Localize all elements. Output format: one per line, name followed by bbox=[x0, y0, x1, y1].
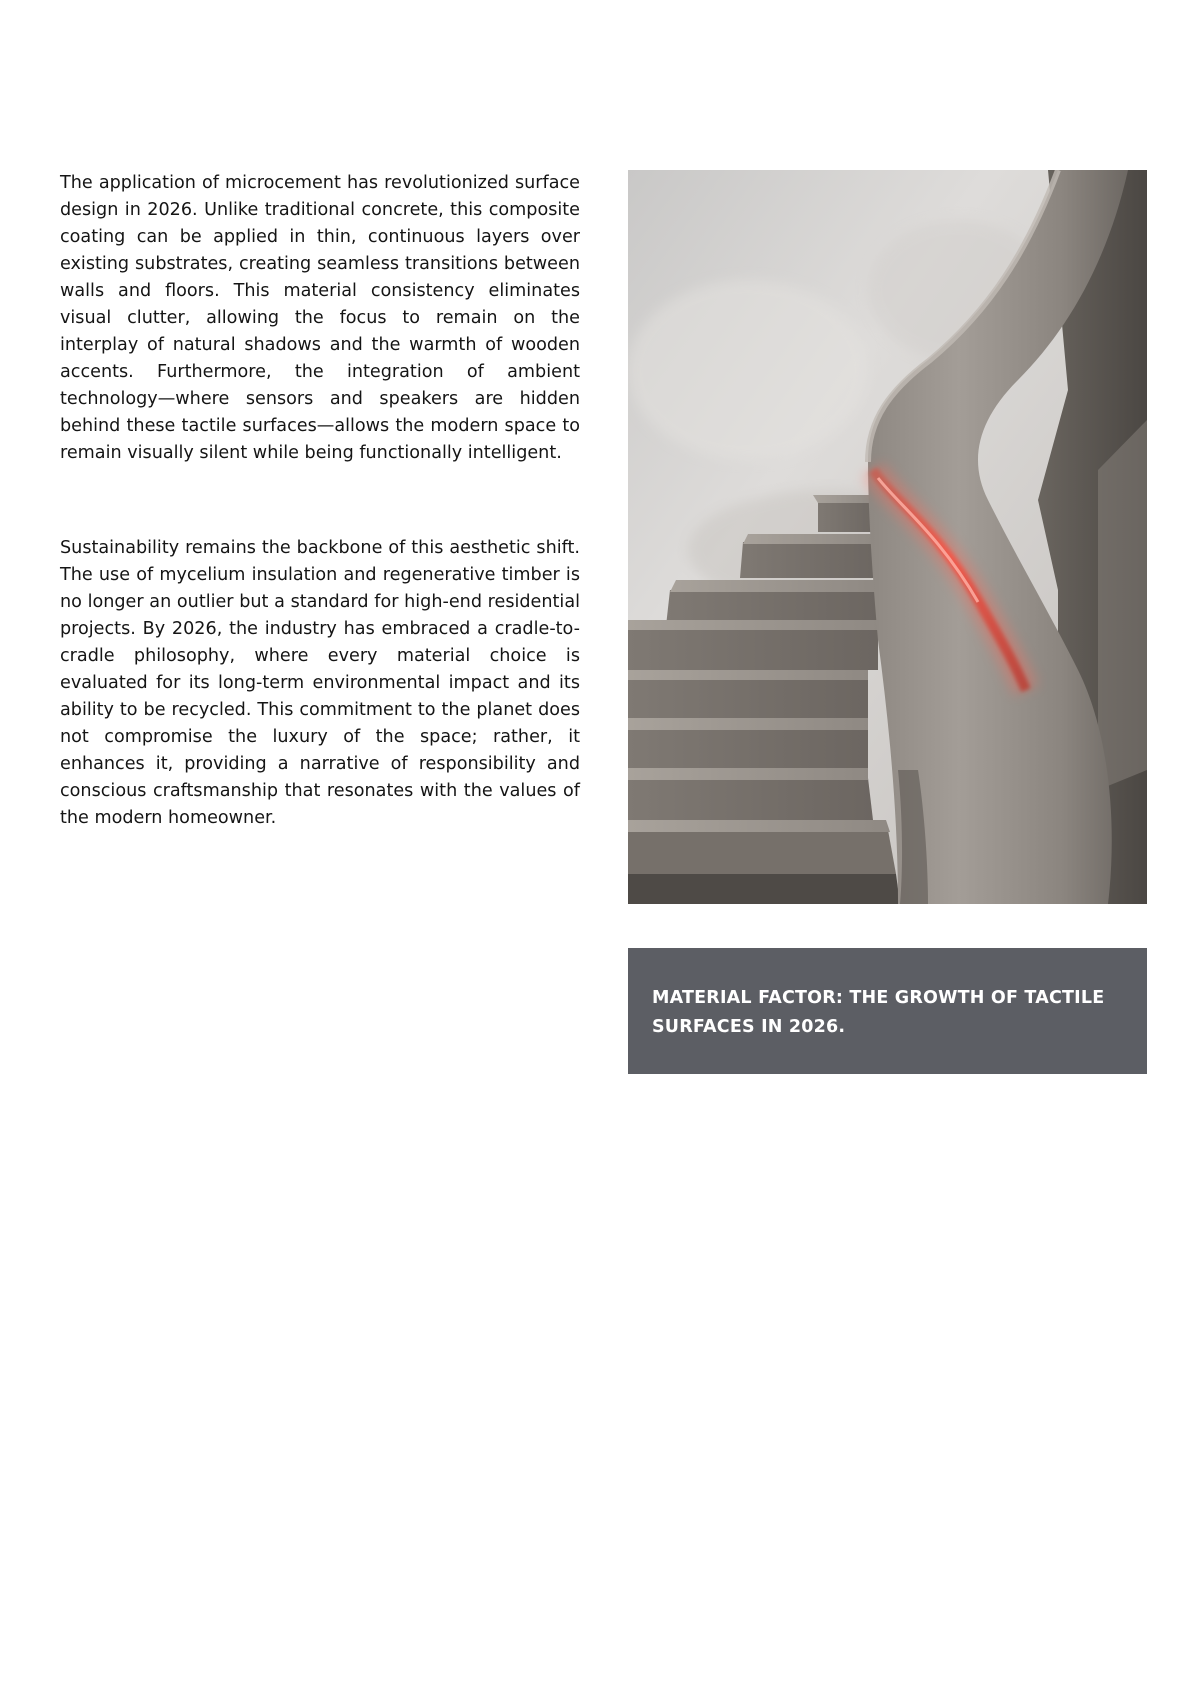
body-paragraph-2: Sustainability remains the backbone of this aesthetic shift. The use of mycelium insulation and regenerative timber is no longer an outlier but a standard for high-end residential projects. By 2026, the industry has embraced a cradle-to-cradle philosophy, where every material choice is evaluated for its long-term environmental impact and its ability to be recycled. This commitment to the planet does not compromise the luxury of the space; rather, it enhances it, providing a narrative of responsibility and conscious craftsmanship that resonates with the values of the modern homeowner. bbox=[60, 538, 580, 828]
caption-text: MATERIAL FACTOR: THE GROWTH OF TACTILE SURFACES IN 2026. bbox=[652, 988, 1105, 1037]
caption-box bbox=[628, 948, 1147, 1074]
staircase-photo bbox=[628, 170, 1147, 904]
staircase-illustration bbox=[628, 170, 1147, 904]
body-paragraph-1: The application of microcement has revolutionized surface design in 2026. Unlike traditional concrete, this composite coating can be applied in thin, continuous layers over existing substrates, creating seamless transitions between walls and floors. This material consistency eliminates visual clutter, allowing the focus to remain on the interplay of natural shadows and the warmth of wooden accents. Furthermore, the integration of ambient technology—where sensors and speakers are hidden behind these tactile surfaces—allows the modern space to remain visually silent while being functionally intelligent. bbox=[60, 173, 580, 463]
article-text-column bbox=[60, 170, 580, 832]
